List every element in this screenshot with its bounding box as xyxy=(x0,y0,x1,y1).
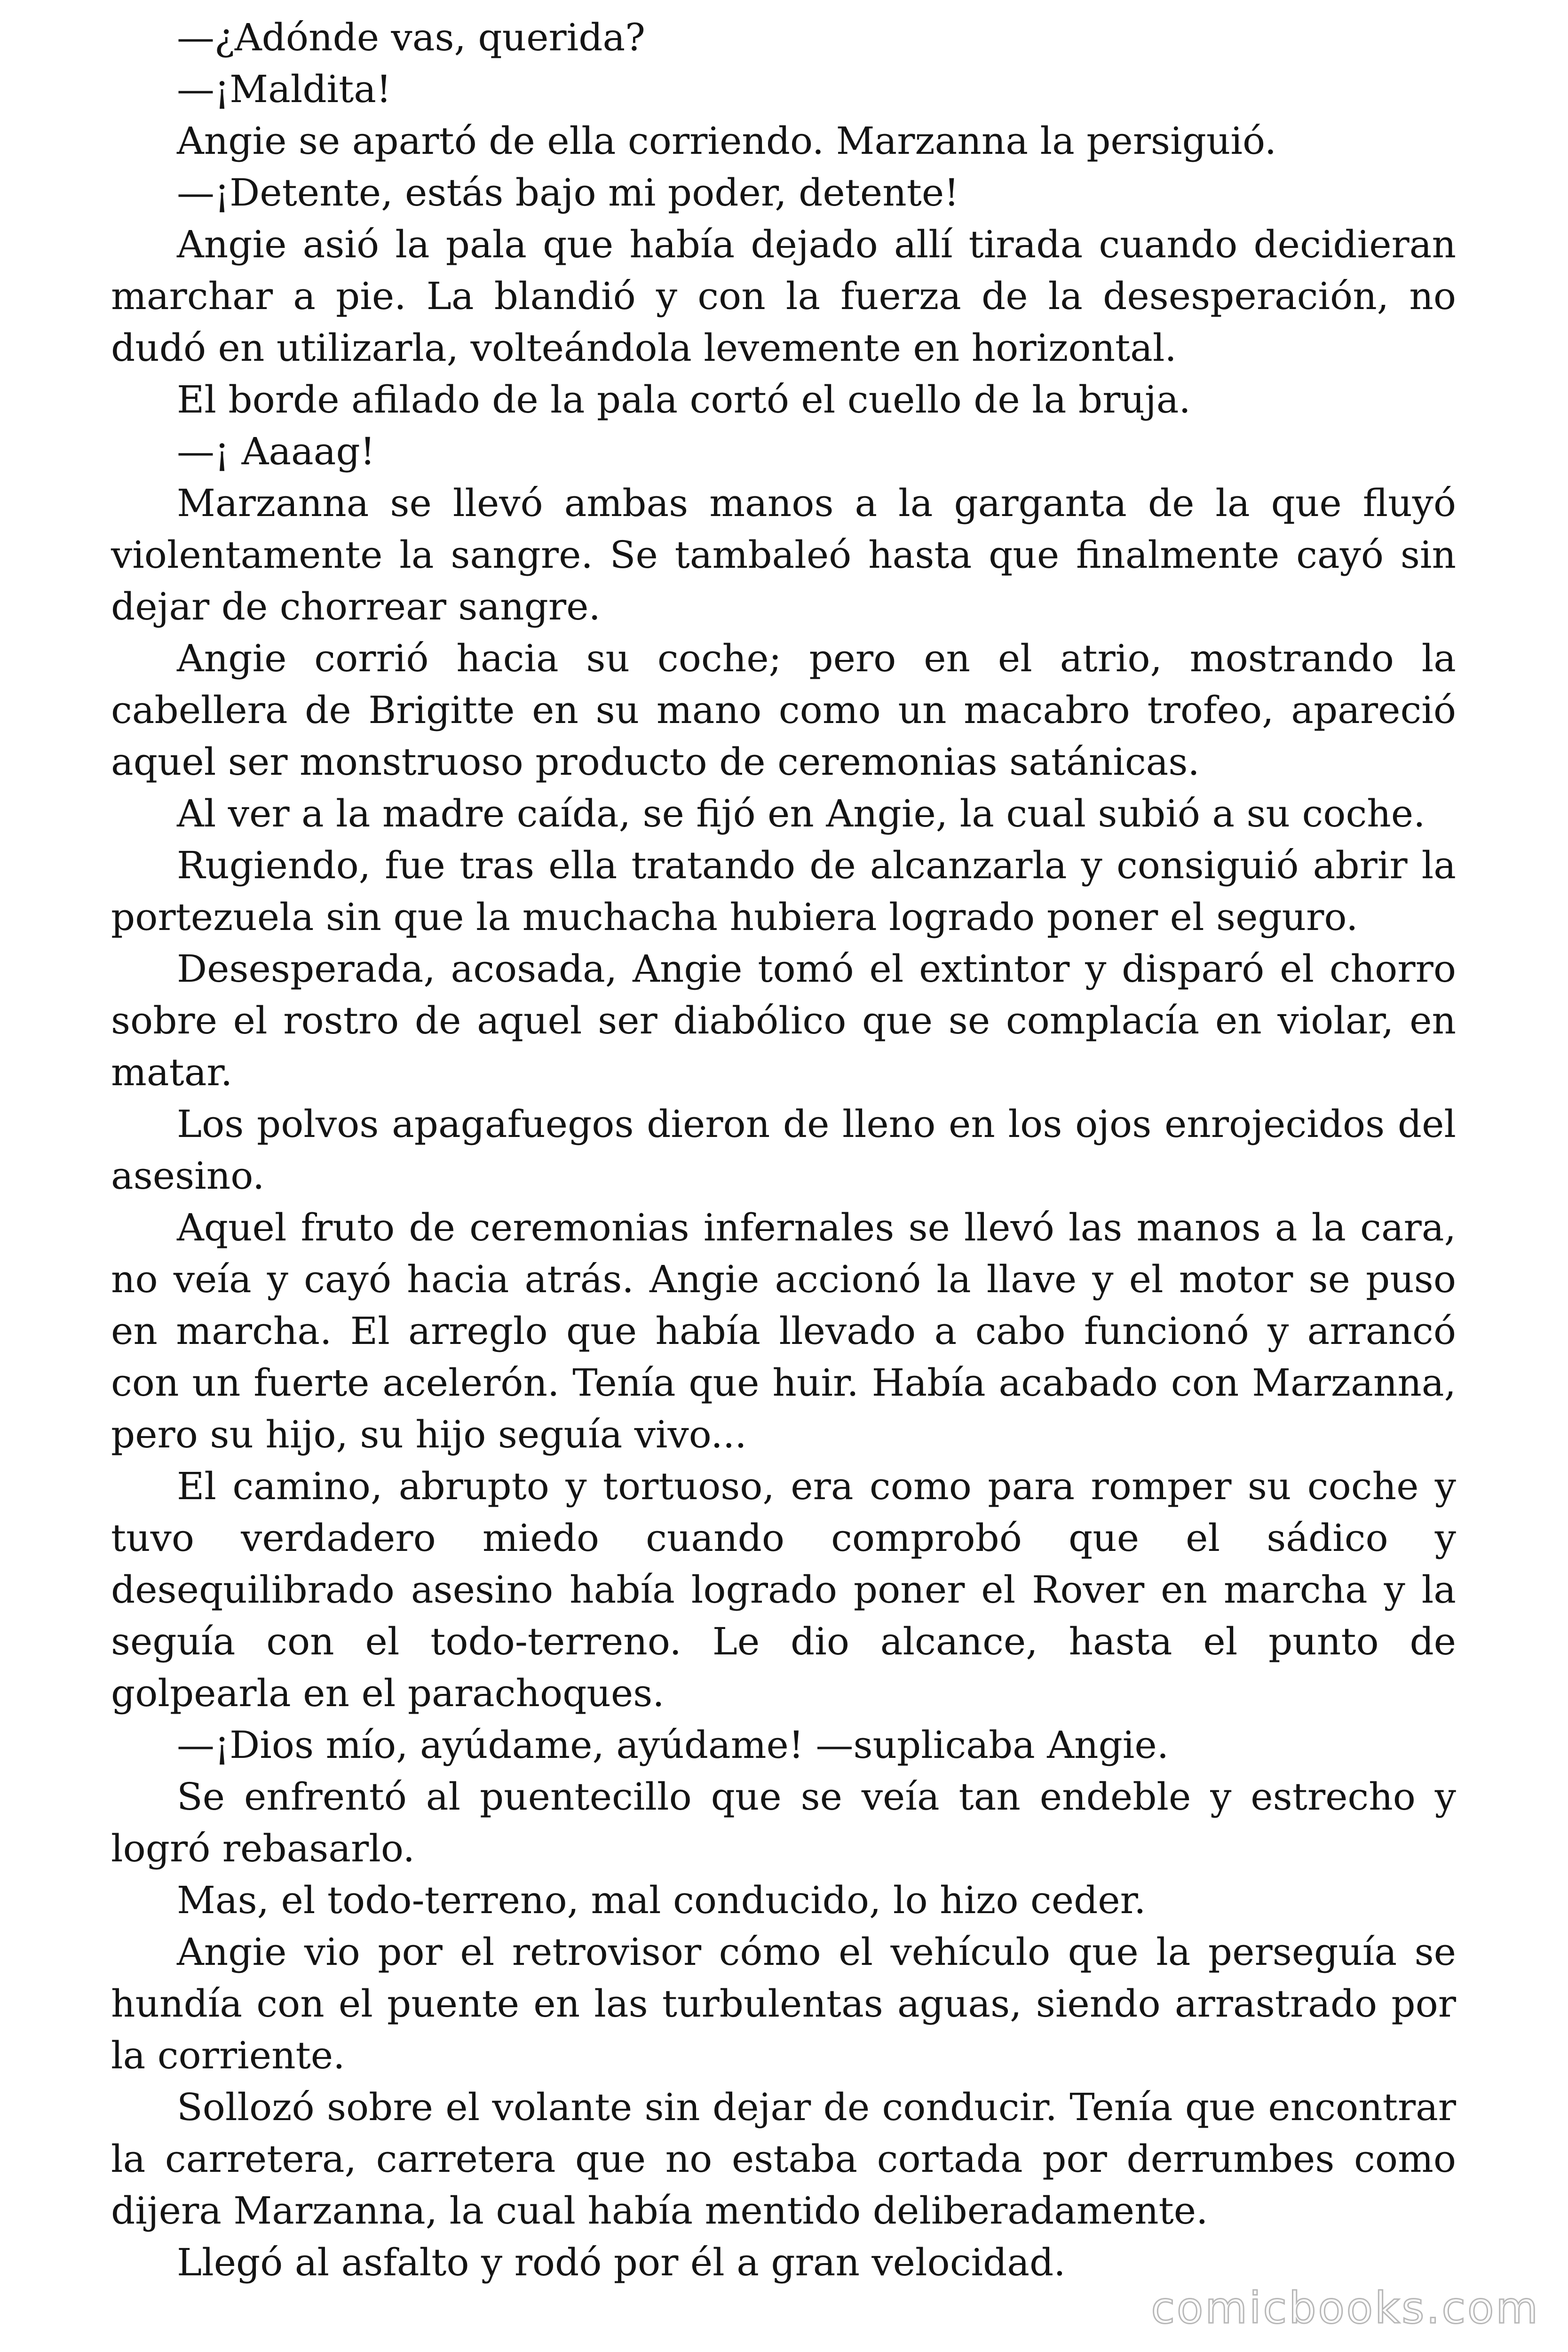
paragraph: Angie vio por el retrovisor cómo el vehículo que la perseguía se hundía con el puente en las turbulentas aguas, siendo arrastrado por la corriente. xyxy=(111,1930,1456,2077)
paragraph: Llegó al asfalto y rodó por él a gran velocidad. xyxy=(177,2241,1066,2284)
paragraph: —¡ Aaaag! xyxy=(177,429,375,473)
paragraph: Se enfrentó al puentecillo que se veía tan endeble y estrecho y logró rebasarlo. xyxy=(111,1775,1456,1870)
paragraph: —¡Detente, estás bajo mi poder, detente! xyxy=(177,171,959,215)
paragraph: —¡Maldita! xyxy=(177,67,392,111)
paragraph: Rugiendo, fue tras ella tratando de alcanzarla y consiguió abrir la portezuela sin que la muchacha hubiera logrado poner el seguro. xyxy=(111,843,1456,939)
paragraph: El camino, abrupto y tortuoso, era como para romper su coche y tuvo verdadero miedo cuando comprobó que el sádico y desequilibrado asesino había logrado poner el Rover en marcha y la seguía con el todo-terreno. Le dio alcance, hasta el punto de golpearla en el parachoques. xyxy=(111,1464,1456,1715)
paragraph: Mas, el todo-terreno, mal conducido, lo hizo ceder. xyxy=(177,1878,1146,1922)
paragraph: —¡Dios mío, ayúdame, ayúdame! —suplicaba Angie. xyxy=(177,1723,1169,1767)
paragraph: El borde afilado de la pala cortó el cuello de la bruja. xyxy=(177,378,1191,421)
paragraph: Aquel fruto de ceremonias infernales se llevó las manos a la cara, no veía y cayó hacia atrás. Angie accionó la llave y el motor se puso en marcha. El arreglo que había llevado a cabo funcionó y arrancó con un fuerte acelerón. Tenía que huir. Había acabado con Marzanna, pero su hijo, su hijo seguía vivo... xyxy=(111,1206,1456,1456)
paragraph: Marzanna se llevó ambas manos a la garganta de la que fluyó violentamente la sangre. Se tambaleó hasta que finalmente cayó sin dejar de chorrear sangre. xyxy=(111,481,1456,628)
paragraph: Angie se apartó de ella corriendo. Marzanna la persiguió. xyxy=(177,119,1277,163)
paragraph: Desesperada, acosada, Angie tomó el extintor y disparó el chorro sobre el rostro de aquel ser diabólico que se complacía en violar, en matar. xyxy=(111,947,1456,1094)
paragraph: Angie corrió hacia su coche; pero en el atrio, mostrando la cabellera de Brigitte en su mano como un macabro trofeo, apareció aquel ser monstruoso producto de ceremonias satánicas. xyxy=(111,636,1456,784)
book-page-text xyxy=(111,12,1456,2288)
watermark: comicbooks.com xyxy=(1151,2283,1540,2333)
paragraph: Al ver a la madre caída, se fijó en Angie, la cual subió a su coche. xyxy=(177,792,1425,835)
paragraph: Los polvos apagafuegos dieron de lleno en los ojos enrojecidos del asesino. xyxy=(111,1102,1456,1198)
paragraph: Sollozó sobre el volante sin dejar de conducir. Tenía que encontrar la carretera, carretera que no estaba cortada por derrumbes como dijera Marzanna, la cual había mentido deliberadamente. xyxy=(111,2085,1456,2233)
paragraph: —¿Adónde vas, querida? xyxy=(177,16,646,59)
paragraph: Angie asió la pala que había dejado allí tirada cuando decidieran marchar a pie. La blandió y con la fuerza de la desesperación, no dudó en utilizarla, volteándola levemente en horizontal. xyxy=(111,222,1456,370)
